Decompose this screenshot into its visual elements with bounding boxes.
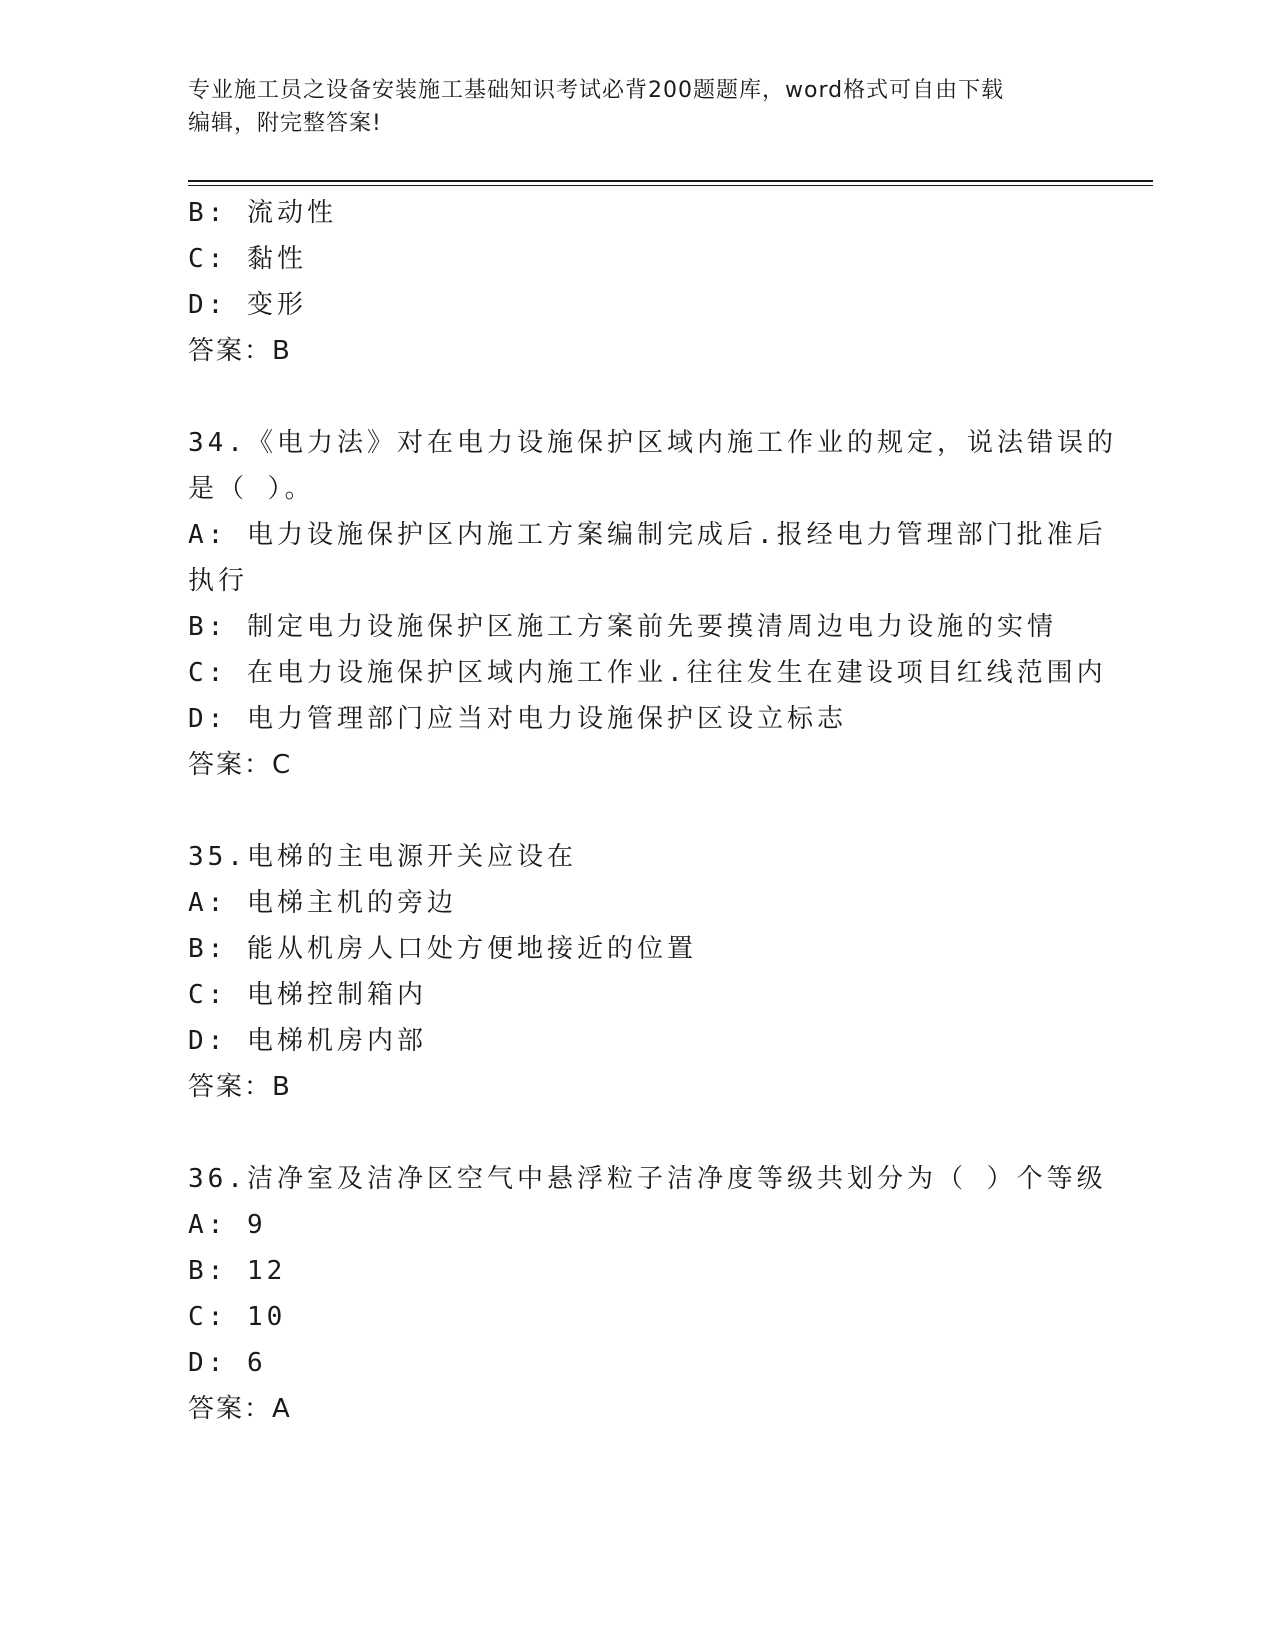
option-c: C: 在电力设施保护区域内施工作业.往往发生在建设项目红线范围内 [188,658,1107,688]
question-list [188,190,1117,1432]
option-b: B: 12 [188,1256,287,1286]
option-d: D: 变形 [188,290,307,320]
header-title-line2: 编辑，附完整答案! [188,111,382,136]
document-header [188,74,1088,140]
option-c: C: 电梯控制箱内 [188,980,427,1010]
option-b: B: 能从机房人口处方便地接近的位置 [188,934,697,964]
option-a: A: 电力设施保护区内施工方案编制完成后.报经电力管理部门批准后 [188,520,1107,550]
option-b: B: 流动性 [188,198,337,228]
question-stem: 36.洁净室及洁净区空气中悬浮粒子洁净度等级共划分为（ ）个等级 [188,1164,1107,1194]
question-35 [188,834,1088,1110]
option-d: D: 6 [188,1348,267,1378]
option-a: A: 9 [188,1210,267,1240]
option-a: A: 电梯主机的旁边 [188,888,457,918]
option-c: C: 黏性 [188,244,307,274]
answer-label: 答案：B [188,1072,292,1102]
question-stem: 34.《电力法》对在电力设施保护区域内施工作业的规定，说法错误的 [188,428,1117,458]
option-b: B: 制定电力设施保护区施工方案前先要摸清周边电力设施的实情 [188,612,1057,642]
option-c: C: 10 [188,1302,287,1332]
option-d: D: 电梯机房内部 [188,1026,427,1056]
question-stem: 35.电梯的主电源开关应设在 [188,842,577,872]
answer-label: 答案：C [188,750,293,780]
header-title-line1: 专业施工员之设备安装施工基础知识考试必背200题题库，word格式可自由下载 [188,78,1005,103]
header-divider [188,180,1153,186]
spacer [188,788,1088,834]
answer-label: 答案：A [188,1394,292,1424]
option-a-continued: 执行 [188,566,249,596]
question-33-tail [188,190,1088,374]
spacer [188,374,1088,420]
question-stem-continued: 是（ ）。 [188,474,315,504]
question-34 [188,420,1117,788]
question-36 [188,1156,1107,1432]
answer-label: 答案：B [188,336,292,366]
spacer [188,1110,1088,1156]
option-d: D: 电力管理部门应当对电力设施保护区设立标志 [188,704,847,734]
